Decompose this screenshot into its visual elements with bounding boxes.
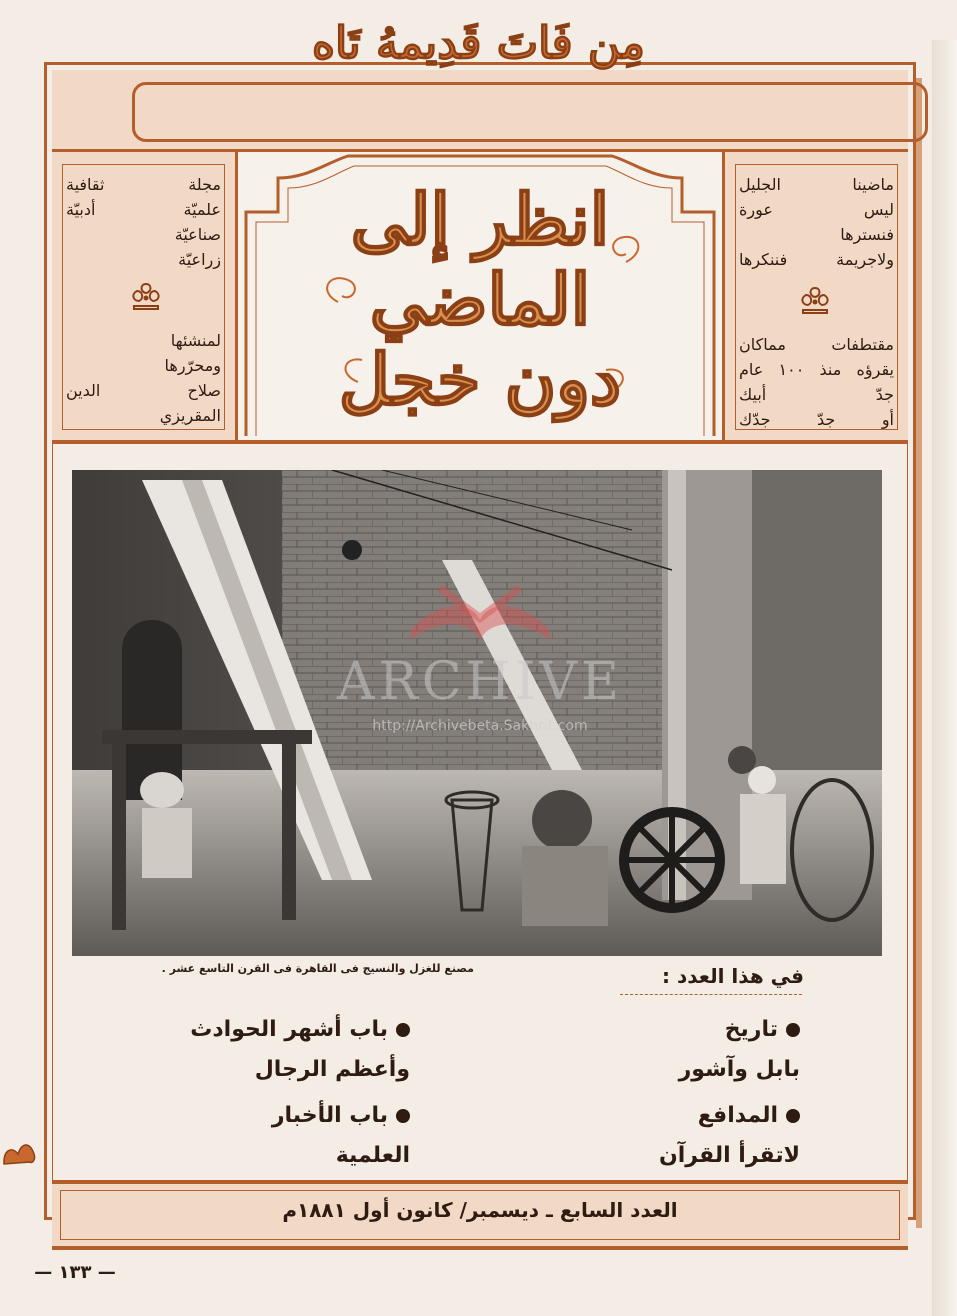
credit-line: ومحرّرها bbox=[164, 356, 221, 375]
contents-item bbox=[530, 1096, 800, 1176]
editor-credit bbox=[66, 328, 221, 428]
center-arch-panel bbox=[238, 152, 722, 440]
contents-item bbox=[150, 1096, 410, 1176]
calligraphy-line-1: انظر إلى bbox=[350, 178, 610, 261]
description-line: زراعيّة bbox=[178, 250, 221, 269]
upper-section bbox=[52, 152, 908, 444]
header-band bbox=[52, 70, 908, 152]
contents-item-subtitle: العلمية bbox=[335, 1143, 410, 1168]
motto-text bbox=[739, 172, 894, 272]
bullet-icon bbox=[786, 1109, 800, 1123]
footer-band bbox=[52, 1180, 908, 1250]
page-number: — ١٣٣ — bbox=[34, 1262, 116, 1283]
excerpts-line: جدّ أبيك bbox=[739, 385, 894, 404]
page-edge bbox=[932, 40, 957, 1316]
contents-item bbox=[530, 1010, 800, 1090]
motto-line: فنسترها bbox=[840, 225, 894, 244]
excerpts-note bbox=[739, 332, 894, 432]
motto-line: ماضينا الجليل bbox=[739, 175, 894, 194]
bullet-icon bbox=[396, 1023, 410, 1037]
contents-item-title: باب الأخبار bbox=[271, 1103, 388, 1128]
issue-info: العدد السابع ـ ديسمبر/ كانون أول ١٨٨١م bbox=[282, 1198, 678, 1222]
excerpts-line: مقتطفات مماكان bbox=[739, 335, 894, 354]
watermark-title: ARCHIVE bbox=[337, 652, 623, 712]
magazine-description bbox=[66, 172, 221, 272]
motto-line: ولاجريمة فننكرها bbox=[739, 250, 894, 269]
photo-caption: مصنع للغزل والنسيج فى القاهرة فى القرن التاسع عشر . bbox=[161, 962, 474, 975]
description-line: صناعيّة bbox=[174, 225, 221, 244]
credit-line: لمنشئها bbox=[170, 331, 221, 350]
page-edge-stripe bbox=[916, 78, 922, 1228]
contents-item-title: المدافع bbox=[697, 1103, 778, 1128]
contents-item-subtitle: وأعظم الرجال bbox=[254, 1057, 410, 1082]
factory-engraving-photo bbox=[72, 470, 882, 956]
contents-item-title: تاريخ bbox=[724, 1017, 778, 1042]
excerpts-line: أو جدّ جدّك bbox=[739, 410, 894, 429]
description-line: علميّة أدبيّة bbox=[66, 200, 221, 219]
masthead-title: مِن فَاتَ قَدِيمهُ تَاه bbox=[312, 18, 645, 69]
contents-heading-rule bbox=[620, 994, 802, 995]
left-panel bbox=[52, 152, 238, 440]
right-panel bbox=[722, 152, 908, 440]
credit-line: صلاح الدين bbox=[66, 381, 221, 400]
trefoil-ornament-icon bbox=[797, 286, 833, 316]
trefoil-ornament-icon bbox=[128, 282, 164, 312]
engraving-illustration bbox=[72, 470, 882, 956]
excerpts-line: يقرؤه منذ ١٠٠ عام bbox=[739, 360, 894, 379]
bullet-icon bbox=[396, 1109, 410, 1123]
contents-item-title: باب أشهر الحوادث bbox=[190, 1017, 388, 1042]
margin-ornament-icon bbox=[0, 1132, 40, 1172]
header-cartouche bbox=[132, 82, 928, 142]
contents-heading: في هذا العدد : bbox=[662, 964, 804, 988]
description-line: مجلة ثقافية bbox=[66, 175, 221, 194]
credit-line: المقريزي bbox=[159, 406, 221, 425]
motto-line: ليس عورة bbox=[739, 200, 894, 219]
calligraphy-line-3: دون خجل bbox=[338, 338, 622, 421]
contents-item-subtitle: بابل وآشور bbox=[678, 1057, 800, 1082]
bullet-icon bbox=[786, 1023, 800, 1037]
contents-item bbox=[150, 1010, 410, 1090]
watermark-url: http://Archivebeta.Sakhrit.com bbox=[372, 718, 588, 734]
calligraphy-line-2: الماضي bbox=[369, 258, 591, 341]
contents-item-subtitle: لاتقرأ القرآن bbox=[658, 1143, 800, 1168]
